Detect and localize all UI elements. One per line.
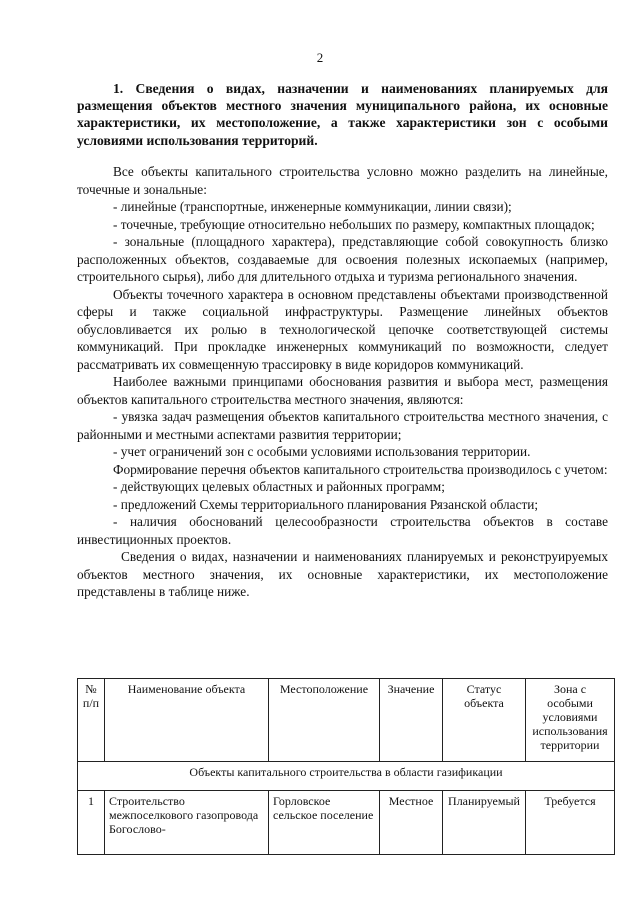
column-header-significance: Значение — [380, 679, 443, 762]
group-title: Объекты капитального строительства в области газификации — [78, 762, 615, 791]
cell-number: 1 — [78, 791, 105, 855]
list-item: - увязка задач размещения объектов капитального строительства местного значения, с районными и местными аспектами развития территории; — [77, 409, 608, 442]
paragraph: Все объекты капитального строительства условно можно разделить на линейные, точечные и зональные: — [77, 164, 608, 197]
cell-zone: Требуется — [526, 791, 615, 855]
column-header-zone: Зона с особыми условиями использования территории — [526, 679, 615, 762]
list-item: - действующих целевых областных и районных программ; — [113, 479, 445, 494]
cell-significance: Местное — [380, 791, 443, 855]
table-group-row — [78, 762, 615, 791]
page-number: 2 — [316, 50, 324, 65]
column-header-name: Наименование объекта — [105, 679, 269, 762]
paragraph: Объекты точечного характера в основном представлены объектами производственной сферы и также социальной инфраструктуры. Размещение линейных объектов обусловливается их ролью в технологической цепочке соответствующей системы коммуникаций. При прокладке инженерных коммуникаций по возможности, следует рассматривать их совмещенную трассировку в виде коридоров коммуникаций. — [77, 286, 608, 372]
list-item: - линейные (транспортные, инженерные коммуникации, линии связи); — [113, 199, 512, 214]
paragraph: Формирование перечня объектов капитального строительства производилось с учетом: — [113, 461, 608, 477]
table-row — [78, 791, 615, 855]
objects-table — [77, 678, 615, 855]
list-item: - предложений Схемы территориального планирования Рязанской области; — [113, 496, 539, 512]
cell-location: Горловское сельское поселение — [269, 791, 380, 855]
list-item: - зональные (площадного характера), представляющие собой совокупность близко расположенных объектов, создаваемые для освоения полезных ископаемых (например, строительного сырья), либо для длительного отдыха и туризма регионального значения. — [77, 234, 608, 284]
column-header-status: Статус объекта — [443, 679, 526, 762]
table-header-row — [78, 679, 615, 762]
cell-status: Планируемый — [443, 791, 526, 855]
list-item: - наличия обоснований целесообразности строительства объектов в составе инвестиционных проектов. — [77, 514, 608, 547]
body-text — [77, 163, 608, 601]
column-header-number: № п/п — [78, 679, 105, 762]
section-heading: 1. Сведения о видах, назначении и наименованиях планируемых для размещения объектов местного значения муниципального района, их основные характеристики, их местоположение, а также характеристики зон с особыми условиями использования территорий. — [77, 81, 608, 148]
list-item: - точечные, требующие относительно небольших по размеру, компактных площадок; — [113, 216, 595, 232]
cell-name: Строительство межпоселкового газопровода Богослово- — [105, 791, 269, 855]
paragraph: Сведения о видах, назначении и наименованиях планируемых и реконструируемых объектов местного значения, их основные характеристики, их местоположение представлены в таблице ниже. — [77, 549, 608, 599]
list-item: - учет ограничений зон с особыми условиями использования территории. — [113, 444, 531, 459]
paragraph: Наиболее важными принципами обоснования развития и выбора мест, размещения объектов капитального строительства местного значения, являются: — [77, 374, 608, 407]
column-header-location: Местоположение — [269, 679, 380, 762]
